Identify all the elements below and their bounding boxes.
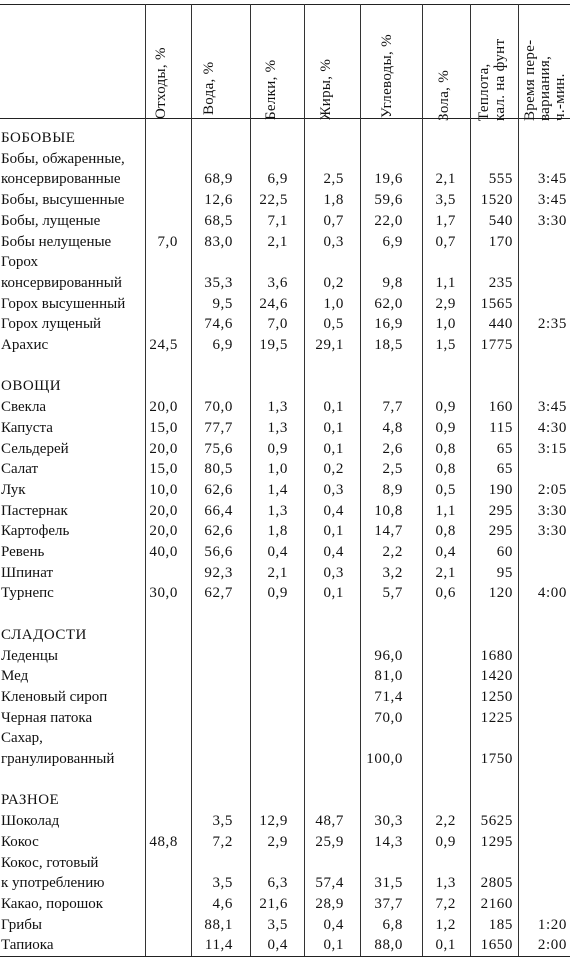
value-heat: 65 — [496, 440, 513, 457]
value-water: 92,3 — [204, 564, 233, 581]
value-carbs: 31,5 — [374, 875, 403, 892]
value-ash: 0,7 — [435, 233, 456, 250]
product-name: Какао, порошок — [1, 895, 104, 912]
table-row — [0, 853, 570, 873]
value-protein: 7,1 — [267, 212, 288, 229]
value-time: 3:45 — [537, 399, 567, 416]
product-name: Кокос — [1, 833, 39, 850]
value-carbs: 5,7 — [382, 585, 403, 602]
table-row — [0, 832, 570, 852]
value-heat: 170 — [488, 233, 513, 250]
value-ash: 0,8 — [435, 461, 456, 478]
value-fat: 0,3 — [323, 481, 344, 498]
value-heat: 5625 — [480, 813, 513, 830]
value-time: 3:45 — [537, 192, 567, 209]
value-carbs: 100,0 — [366, 751, 403, 767]
value-heat: 60 — [496, 544, 513, 560]
section-title — [0, 625, 570, 645]
table-row — [0, 232, 570, 252]
table-bottom-rule — [0, 956, 570, 957]
table-row — [0, 273, 570, 293]
value-heat: 1225 — [480, 709, 513, 726]
value-protein: 22,5 — [259, 192, 288, 209]
value-water: 35,3 — [204, 274, 233, 291]
value-ash: 0,9 — [435, 833, 456, 850]
table-row — [0, 708, 570, 728]
table-row — [0, 915, 570, 935]
product-name: Бобы, обжаренные, — [1, 150, 125, 167]
value-heat: 1680 — [480, 647, 513, 664]
value-protein: 1,4 — [267, 481, 288, 498]
value-protein: 1,3 — [267, 502, 288, 519]
value-water: 80,5 — [204, 461, 233, 478]
value-water: 77,7 — [204, 419, 233, 436]
table-row — [0, 728, 570, 748]
value-carbs: 96,0 — [374, 647, 403, 664]
value-carbs: 62,0 — [374, 295, 403, 312]
value-protein: 1,0 — [267, 461, 288, 478]
value-fat: 0,1 — [323, 440, 344, 457]
table-row — [0, 294, 570, 314]
value-carbs: 70,0 — [374, 709, 403, 726]
product-name: Салат — [1, 461, 39, 478]
table-row — [0, 439, 570, 459]
value-waste: 24,5 — [149, 337, 178, 353]
table-row — [0, 252, 570, 272]
column-rule — [304, 4, 305, 956]
value-water: 6,9 — [212, 337, 233, 353]
value-ash: 0,9 — [435, 419, 456, 436]
value-protein: 6,9 — [267, 171, 288, 188]
value-water: 3,5 — [212, 813, 233, 830]
value-water: 66,4 — [204, 502, 233, 519]
value-water: 7,2 — [212, 833, 233, 850]
product-name: Бобы, лущеные — [1, 212, 101, 229]
product-name: Горох — [1, 254, 38, 271]
table-row — [0, 811, 570, 831]
value-water: 12,6 — [204, 192, 233, 209]
value-water: 11,4 — [204, 937, 233, 954]
table-row — [0, 418, 570, 438]
value-water: 9,5 — [212, 295, 233, 312]
value-carbs: 6,8 — [382, 916, 403, 933]
product-name: Сахар, — [1, 730, 43, 747]
value-fat: 0,1 — [323, 585, 344, 602]
value-fat: 0,5 — [323, 316, 344, 333]
product-name: Бобы, высушенные — [1, 192, 125, 209]
value-carbs: 9,8 — [382, 274, 403, 291]
column-rule — [422, 4, 423, 956]
value-fat: 0,7 — [323, 212, 344, 229]
value-water: 56,6 — [204, 544, 233, 560]
value-heat: 160 — [488, 399, 513, 416]
table-row — [0, 459, 570, 479]
value-waste: 20,0 — [149, 502, 178, 519]
value-ash: 0,8 — [435, 523, 456, 540]
value-ash: 0,9 — [435, 399, 456, 416]
value-protein: 2,1 — [267, 233, 288, 250]
value-fat: 57,4 — [315, 875, 344, 892]
product-name: Свекла — [1, 399, 47, 416]
table-row — [0, 583, 570, 603]
value-carbs: 30,3 — [374, 813, 403, 830]
value-fat: 28,9 — [315, 895, 344, 912]
value-protein: 3,5 — [267, 916, 288, 933]
value-ash: 1,0 — [435, 316, 456, 333]
value-carbs: 19,6 — [374, 171, 403, 188]
value-heat: 1250 — [480, 688, 513, 705]
value-fat: 0,2 — [323, 461, 344, 478]
value-carbs: 10,8 — [374, 502, 403, 519]
value-waste: 20,0 — [149, 399, 178, 416]
value-heat: 65 — [496, 461, 513, 478]
section-title-text: БОБОВЫЕ — [1, 130, 76, 146]
section-title — [0, 790, 570, 810]
column-rule — [145, 4, 146, 956]
table-row — [0, 749, 570, 769]
value-water: 74,6 — [204, 316, 233, 333]
value-protein: 7,0 — [267, 316, 288, 333]
table-row — [0, 335, 570, 355]
product-name: Кленовый сироп — [1, 688, 108, 705]
value-heat: 295 — [488, 523, 513, 540]
value-waste: 15,0 — [149, 419, 178, 436]
value-fat: 0,3 — [323, 233, 344, 250]
table-row — [0, 480, 570, 500]
value-carbs: 3,2 — [382, 564, 403, 581]
value-fat: 0,2 — [323, 274, 344, 291]
value-heat: 95 — [496, 564, 513, 581]
table-row — [0, 687, 570, 707]
value-heat: 115 — [489, 419, 513, 436]
value-time: 3:30 — [537, 212, 567, 229]
value-water: 4,6 — [212, 895, 233, 912]
table-row — [0, 521, 570, 541]
table-row — [0, 190, 570, 210]
product-name: консервированные — [1, 171, 121, 188]
column-rule — [360, 4, 361, 956]
value-heat: 1775 — [480, 337, 513, 353]
value-water: 62,6 — [204, 481, 233, 498]
value-fat: 0,4 — [323, 502, 344, 519]
value-water: 68,5 — [204, 212, 233, 229]
value-carbs: 6,9 — [382, 233, 403, 250]
value-protein: 21,6 — [259, 895, 288, 912]
value-carbs: 2,5 — [382, 461, 403, 478]
value-heat: 190 — [488, 481, 513, 498]
value-heat: 1565 — [480, 295, 513, 312]
column-rule — [518, 4, 519, 956]
value-time: 2:35 — [537, 316, 567, 333]
section-title — [0, 128, 570, 148]
value-heat: 1520 — [480, 192, 513, 209]
value-protein: 0,9 — [267, 440, 288, 457]
table-row — [0, 314, 570, 334]
value-ash: 0,4 — [435, 544, 456, 560]
value-time: 3:30 — [537, 502, 567, 519]
product-name: гранулированный — [1, 751, 115, 767]
product-name: Тапиока — [1, 937, 54, 954]
value-carbs: 2,2 — [382, 544, 403, 560]
value-carbs: 7,7 — [382, 399, 403, 416]
value-fat: 2,5 — [323, 171, 344, 188]
value-time: 2:05 — [537, 481, 567, 498]
product-name: Лук — [1, 481, 26, 498]
value-carbs: 71,4 — [374, 688, 403, 705]
product-name: Капуста — [1, 419, 53, 436]
table-row — [0, 211, 570, 231]
value-heat: 1420 — [480, 668, 513, 685]
value-carbs: 4,8 — [382, 419, 403, 436]
value-ash: 0,1 — [435, 937, 456, 954]
product-name: Горох лущеный — [1, 316, 102, 333]
value-fat: 0,3 — [323, 564, 344, 581]
product-name: Арахис — [1, 337, 49, 353]
value-heat: 235 — [488, 274, 513, 291]
value-protein: 1,3 — [267, 419, 288, 436]
value-carbs: 8,9 — [382, 481, 403, 498]
table-row — [0, 894, 570, 914]
value-time: 3:15 — [537, 440, 567, 457]
value-time: 4:00 — [537, 585, 567, 602]
value-ash: 2,9 — [435, 295, 456, 312]
value-fat: 0,4 — [323, 544, 344, 560]
nutrition-table: Отходы, % Вода, % Белки, % Жиры, % Углеводы, % Зола, % Теплота, кал. на фунт Время пере- вариания, ч.-мин. БОБОВЫЕ Бобы, обжаренные, консервированные 68,9 6,9 2,5 19,6 2,1 555 3:45 Бобы, высушенные 12,6 22,5 1,8 59,6 3,5 1520 3:45 Бобы, лущеные 68,5 7,1 0,7 22,0 1,7 540 3:30 Бобы нелущеные 7,0 83,0 2,1 0,3 6,9 0,7 170 Горох консервированный 35,3 3,6 0,2 9,8 1,1 235 Горох высушенный 9,5 24,6 1,0 62,0 2,9 1565 Горох лущеный 74,6 7,0 0,5 16,9 1,0 440 2:35 Арахис 24,5 6,9 19,5 29,1 18,5 1,5 1775 ОВОЩИ Свекла 20,0 70,0 1,3 0,1 7,7 0,9 160 3:45 Капуста 15,0 77,7 1,3 0,1 4,8 0,9 115 4:30 Сельдерей 20,0 75,6 0,9 0,1 2,6 0,8 65 3:15 Салат 15,0 80,5 1,0 0,2 2,5 0,8 65 Лук 10,0 62,6 1,4 0,3 8,9 0,5 190 2:05 Пастернак 20,0 66,4 1,3 0,4 10,8 1,1 295 3:30 Картофель 20,0 62,6 1,8 0,1 14,7 0,8 295 3:30 Ревень 40,0 56,6 0,4 0,4 2,2 0,4 60 Шпинат 92,3 2,1 0,3 3,2 2,1 95 Турнепс 30,0 62,7 0,9 0,1 5,7 0,6 120 4:00 СЛАДОСТИ Леденцы 96,0 1680 Мед 81,0 1420 Кленовый сироп 71,4 1250 Черная патока 70,0 1225 Сахар, гранулированный 100,0 1750 РАЗНОЕ Шоколад 3,5 12,9 48,7 30,3 2,2 5625 Кокос 48,8 7,2 2,9 25,9 14,3 0,9 1295 Кокос, готовый к употреблению 3,5 6,3 57,4 31,5 1,3 2805 Какао, порошок 4,6 21,6 28,9 37,7 7,2 2160 Грибы 88,1 3,5 0,4 6,8 1,2 185 1:20 Тапиока 11,4 0,4 0,1 88,0 0,1 1650 2:00 — [0, 0, 570, 960]
value-protein: 0,9 — [267, 585, 288, 602]
value-ash: 2,1 — [435, 171, 456, 188]
value-fat: 0,4 — [323, 916, 344, 933]
product-name: Ревень — [1, 544, 45, 560]
value-fat: 1,8 — [323, 192, 344, 209]
value-protein: 12,9 — [259, 813, 288, 830]
value-ash: 0,8 — [435, 440, 456, 457]
value-ash: 1,5 — [435, 337, 456, 353]
value-fat: 0,1 — [323, 937, 344, 954]
value-waste: 15,0 — [149, 461, 178, 478]
value-water: 62,7 — [204, 585, 233, 602]
product-name: Мед — [1, 668, 29, 685]
product-name: Картофель — [1, 523, 70, 540]
value-carbs: 59,6 — [374, 192, 403, 209]
value-heat: 1650 — [480, 937, 513, 954]
value-fat: 25,9 — [315, 833, 344, 850]
value-fat: 0,1 — [323, 399, 344, 416]
product-name: к употреблению — [1, 875, 105, 892]
value-fat: 0,1 — [323, 523, 344, 540]
table-row — [0, 935, 570, 955]
value-carbs: 14,3 — [374, 833, 403, 850]
value-waste: 30,0 — [149, 585, 178, 602]
column-rule — [191, 4, 192, 956]
table-row — [0, 149, 570, 169]
table-row — [0, 397, 570, 417]
value-heat: 2805 — [480, 875, 513, 892]
value-protein: 24,6 — [259, 295, 288, 312]
section-title — [0, 376, 570, 396]
value-protein: 6,3 — [267, 875, 288, 892]
value-carbs: 81,0 — [374, 668, 403, 685]
value-carbs: 2,6 — [382, 440, 403, 457]
table-row — [0, 646, 570, 666]
product-name: Шоколад — [1, 813, 60, 830]
column-rule — [470, 4, 471, 956]
value-protein: 19,5 — [259, 337, 288, 353]
value-carbs: 18,5 — [374, 337, 403, 353]
value-fat: 29,1 — [315, 337, 344, 353]
value-water: 62,6 — [204, 523, 233, 540]
value-protein: 1,8 — [267, 523, 288, 540]
table-row — [0, 563, 570, 583]
value-ash: 0,6 — [435, 585, 456, 602]
section-title-text: ОВОЩИ — [1, 378, 62, 395]
value-heat: 1750 — [480, 751, 513, 767]
value-waste: 20,0 — [149, 440, 178, 457]
value-water: 83,0 — [204, 233, 233, 250]
value-heat: 555 — [488, 171, 513, 188]
value-waste: 20,0 — [149, 523, 178, 540]
product-name: Пастернак — [1, 502, 68, 519]
table-top-rule — [0, 4, 570, 5]
value-protein: 0,4 — [267, 544, 288, 560]
value-carbs: 22,0 — [374, 212, 403, 229]
value-protein: 3,6 — [267, 274, 288, 291]
product-name: Черная патока — [1, 709, 93, 726]
value-ash: 0,5 — [435, 481, 456, 498]
value-heat: 1295 — [480, 833, 513, 850]
value-ash: 3,5 — [435, 192, 456, 209]
value-fat: 0,1 — [323, 419, 344, 436]
table-row — [0, 169, 570, 189]
value-water: 75,6 — [204, 440, 233, 457]
value-waste: 40,0 — [149, 544, 178, 560]
product-name: Сельдерей — [1, 440, 69, 457]
value-time: 4:30 — [537, 419, 567, 436]
value-waste: 10,0 — [149, 481, 178, 498]
value-time: 2:00 — [537, 937, 567, 954]
value-heat: 295 — [488, 502, 513, 519]
value-waste: 7,0 — [157, 233, 178, 250]
table-row — [0, 501, 570, 521]
value-carbs: 88,0 — [374, 937, 403, 954]
value-heat: 185 — [488, 916, 513, 933]
product-name: Леденцы — [1, 647, 58, 664]
value-carbs: 14,7 — [374, 523, 403, 540]
product-name: Горох высушенный — [1, 295, 126, 312]
value-ash: 2,1 — [435, 564, 456, 581]
product-name: консервированный — [1, 274, 122, 291]
column-rule — [250, 4, 251, 956]
value-time: 3:30 — [537, 523, 567, 540]
value-fat: 48,7 — [315, 813, 344, 830]
value-ash: 1,1 — [435, 274, 456, 291]
value-carbs: 16,9 — [374, 316, 403, 333]
value-time: 1:20 — [537, 916, 567, 933]
value-water: 70,0 — [204, 399, 233, 416]
value-heat: 2160 — [480, 895, 513, 912]
product-name: Грибы — [1, 916, 42, 933]
product-name: Бобы нелущеные — [1, 233, 112, 250]
value-water: 3,5 — [212, 875, 233, 892]
section-title-text: СЛАДОСТИ — [1, 626, 87, 643]
value-heat: 440 — [488, 316, 513, 333]
value-protein: 0,4 — [267, 937, 288, 954]
value-protein: 1,3 — [267, 399, 288, 416]
value-heat: 120 — [488, 585, 513, 602]
value-fat: 1,0 — [323, 295, 344, 312]
value-ash: 7,2 — [435, 895, 456, 912]
value-ash: 1,3 — [435, 875, 456, 892]
value-water: 68,9 — [204, 171, 233, 188]
product-name: Шпинат — [1, 564, 54, 581]
table-row — [0, 666, 570, 686]
value-time: 3:45 — [537, 171, 567, 188]
value-ash: 2,2 — [435, 813, 456, 830]
value-ash: 1,7 — [435, 212, 456, 229]
value-ash: 1,1 — [435, 502, 456, 519]
value-carbs: 37,7 — [374, 895, 403, 912]
value-protein: 2,9 — [267, 833, 288, 850]
value-water: 88,1 — [204, 916, 233, 933]
section-title-text: РАЗНОЕ — [1, 792, 60, 809]
value-waste: 48,8 — [149, 833, 178, 850]
product-name: Турнепс — [1, 585, 54, 602]
value-protein: 2,1 — [267, 564, 288, 581]
value-heat: 540 — [488, 212, 513, 229]
table-row — [0, 873, 570, 893]
product-name: Кокос, готовый — [1, 854, 99, 871]
table-row — [0, 542, 570, 562]
value-ash: 1,2 — [435, 916, 456, 933]
